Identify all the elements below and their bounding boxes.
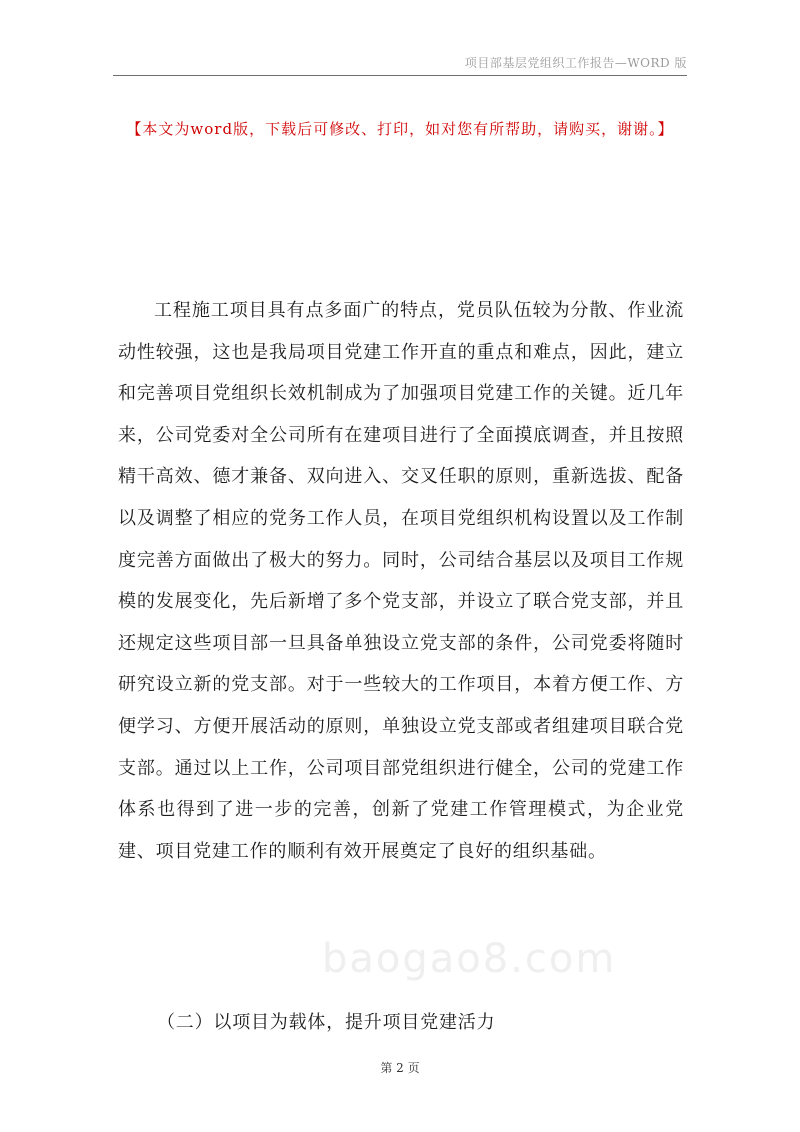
- section-subheading: （二）以项目为载体，提升项目党建活力: [157, 1012, 496, 1033]
- body-paragraph: 工程施工项目具有点多面广的特点，党员队伍较为分散、作业流动性较强，这也是我局项目党建工作开直的重点和难点，因此，建立和完善项目党组织长效机制成为了加强项目党建工作的关键。近几年来，公司党委对全公司所有在建项目进行了全面摸底调查，并且按照精干高效、德才兼备、双向进入、交叉任职的原则，重新选拔、配备以及调整了相应的党务工作人员，在项目党组织机构设置以及工作制度完善方面做出了极大的努力。同时，公司结合基层以及项目工作规模的发展变化，先后新增了多个党支部，并设立了联合党支部，并且还规定这些项目部一旦具备单独设立党支部的条件，公司党委将随时研究设立新的党支部。对于一些较大的工作项目，本着方便工作、方便学习、方便开展活动的原则，单独设立党支部或者组建项目联合党支部。通过以上工作，公司项目部党组织进行健全，公司的党建工作体系也得到了进一步的完善，创新了党建工作管理模式，为企业党建、项目党建工作的顺利有效开展奠定了良好的组织基础。: [118, 300, 684, 862]
- running-header: 项目部基层党组织工作报告—WORD 版: [464, 56, 687, 70]
- page-number: 第 2 页: [380, 1061, 420, 1075]
- header-divider: [113, 75, 687, 76]
- watermark: baogao8.com: [322, 936, 617, 982]
- purchase-notice: 【本文为word版，下载后可修改、打印，如对您有所帮助，请购买，谢谢。】: [126, 120, 674, 138]
